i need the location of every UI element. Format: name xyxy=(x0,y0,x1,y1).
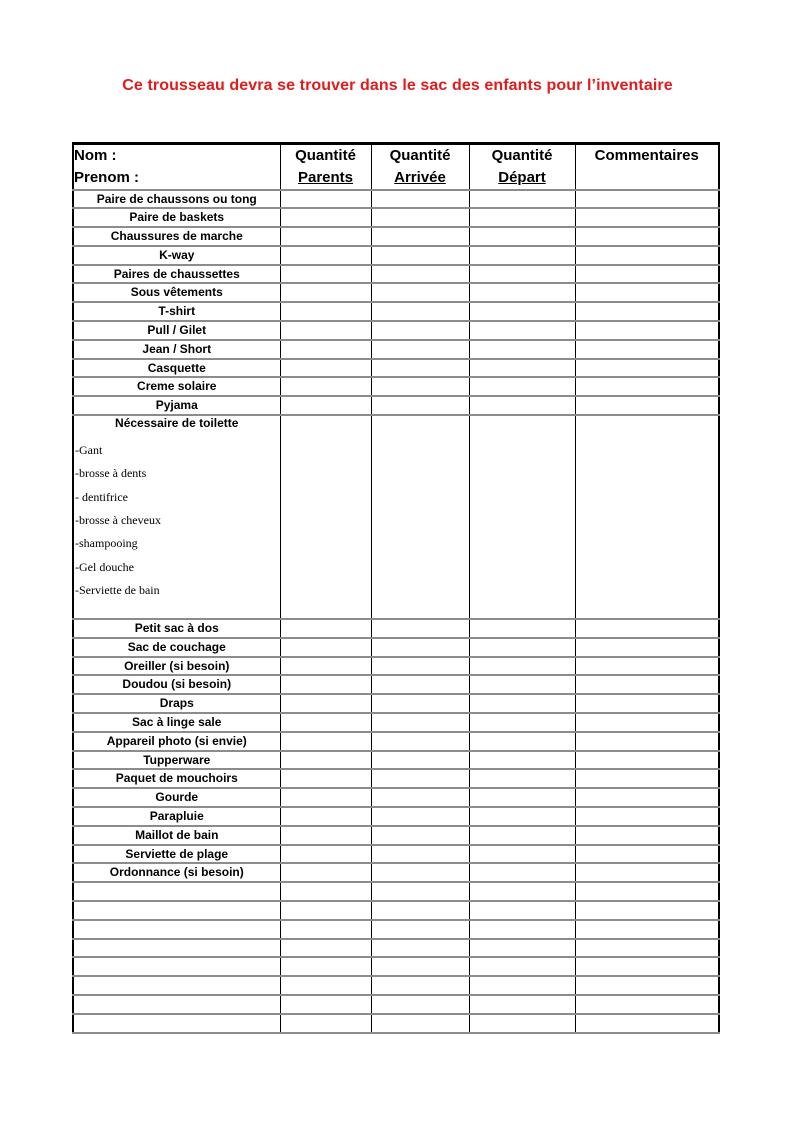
comment-cell[interactable] xyxy=(575,957,719,976)
quantity-parents-cell[interactable] xyxy=(280,732,371,751)
item-label-cell[interactable] xyxy=(73,901,280,920)
header-name-line1: Nom : xyxy=(74,147,117,164)
quantity-parents-cell[interactable] xyxy=(280,246,371,265)
quantity-parents-cell[interactable] xyxy=(280,396,371,415)
quantity-arrivee-cell[interactable] xyxy=(371,901,469,920)
quantity-arrivee-cell[interactable] xyxy=(371,359,469,378)
table-row xyxy=(73,863,719,882)
comment-cell[interactable] xyxy=(575,826,719,845)
quantity-parents-cell[interactable] xyxy=(280,713,371,732)
quantity-arrivee-cell[interactable] xyxy=(371,845,469,864)
quantity-depart-cell[interactable] xyxy=(469,619,575,638)
table-row xyxy=(73,619,719,638)
trousseau-inventory-table xyxy=(72,142,720,1034)
quantity-depart-cell[interactable] xyxy=(469,788,575,807)
quantity-depart-cell[interactable] xyxy=(469,845,575,864)
quantity-parents-cell[interactable] xyxy=(280,807,371,826)
quantity-depart-cell[interactable] xyxy=(469,1014,575,1033)
quantity-arrivee-cell[interactable] xyxy=(371,619,469,638)
quantity-parents-cell[interactable] xyxy=(280,863,371,882)
item-label-cell: Pull / Gilet xyxy=(73,321,280,340)
quantity-arrivee-cell[interactable] xyxy=(371,415,469,619)
quantity-depart-cell[interactable] xyxy=(469,939,575,958)
table-row xyxy=(73,265,719,284)
quantity-arrivee-cell[interactable] xyxy=(371,995,469,1014)
comment-cell[interactable] xyxy=(575,377,719,396)
item-label-cell: Ordonnance (si besoin) xyxy=(73,863,280,882)
quantity-arrivee-cell[interactable] xyxy=(371,957,469,976)
comment-cell[interactable] xyxy=(575,788,719,807)
quantity-parents-cell[interactable] xyxy=(280,321,371,340)
table-row xyxy=(73,302,719,321)
empty-row xyxy=(73,976,719,995)
comment-cell[interactable] xyxy=(575,751,719,770)
quantity-depart-cell[interactable] xyxy=(469,359,575,378)
quantity-parents-cell[interactable] xyxy=(280,675,371,694)
toiletries-sub-item: -Serviette de bain xyxy=(75,582,160,597)
empty-row xyxy=(73,995,719,1014)
quantity-arrivee-cell[interactable] xyxy=(371,807,469,826)
toiletries-row xyxy=(73,415,719,619)
empty-row xyxy=(73,901,719,920)
quantity-arrivee-cell[interactable] xyxy=(371,227,469,246)
comment-cell[interactable] xyxy=(575,638,719,657)
quantity-depart-cell[interactable] xyxy=(469,208,575,227)
table-row xyxy=(73,227,719,246)
table-row xyxy=(73,190,719,209)
quantity-parents-cell[interactable] xyxy=(280,751,371,770)
quantity-depart-cell[interactable] xyxy=(469,340,575,359)
quantity-parents-cell[interactable] xyxy=(280,826,371,845)
table-row xyxy=(73,845,719,864)
comment-cell[interactable] xyxy=(575,359,719,378)
quantity-parents-cell[interactable] xyxy=(280,657,371,676)
quantity-parents-cell[interactable] xyxy=(280,882,371,901)
quantity-arrivee-cell[interactable] xyxy=(371,732,469,751)
quantity-parents-cell[interactable] xyxy=(280,638,371,657)
quantity-parents-cell[interactable] xyxy=(280,283,371,302)
table-header xyxy=(73,144,719,190)
item-label-cell: Casquette xyxy=(73,359,280,378)
item-label-cell: Sac à linge sale xyxy=(73,713,280,732)
item-label-cell: Paire de chaussons ou tong xyxy=(73,190,280,209)
quantity-arrivee-cell[interactable] xyxy=(371,863,469,882)
item-label-cell[interactable] xyxy=(73,920,280,939)
item-label-cell[interactable] xyxy=(73,939,280,958)
item-label-cell[interactable] xyxy=(73,995,280,1014)
comment-cell[interactable] xyxy=(575,227,719,246)
comment-cell[interactable] xyxy=(575,995,719,1014)
table-row xyxy=(73,246,719,265)
comment-cell[interactable] xyxy=(575,1014,719,1033)
toiletries-label-cell xyxy=(73,415,280,619)
quantity-arrivee-cell[interactable] xyxy=(371,694,469,713)
quantity-depart-cell[interactable] xyxy=(469,283,575,302)
table-row xyxy=(73,638,719,657)
quantity-depart-cell[interactable] xyxy=(469,377,575,396)
item-label-cell: Paire de baskets xyxy=(73,208,280,227)
quantity-arrivee-cell[interactable] xyxy=(371,302,469,321)
quantity-arrivee-cell[interactable] xyxy=(371,1014,469,1033)
comment-cell[interactable] xyxy=(575,807,719,826)
item-label-cell[interactable] xyxy=(73,976,280,995)
empty-row xyxy=(73,882,719,901)
item-label-cell: Pyjama xyxy=(73,396,280,415)
quantity-arrivee-cell[interactable] xyxy=(371,882,469,901)
table-row xyxy=(73,359,719,378)
item-label-cell: Parapluie xyxy=(73,807,280,826)
quantity-arrivee-cell[interactable] xyxy=(371,321,469,340)
header-row xyxy=(73,144,719,190)
quantity-depart-cell[interactable] xyxy=(469,751,575,770)
quantity-depart-cell[interactable] xyxy=(469,396,575,415)
comment-cell[interactable] xyxy=(575,675,719,694)
quantity-arrivee-cell[interactable] xyxy=(371,769,469,788)
item-label-cell: Oreiller (si besoin) xyxy=(73,657,280,676)
comment-cell[interactable] xyxy=(575,265,719,284)
empty-row xyxy=(73,939,719,958)
toiletries-sub-item: -Gel douche xyxy=(75,559,134,574)
quantity-arrivee-cell[interactable] xyxy=(371,826,469,845)
toiletries-sub-item: -brosse à dents xyxy=(75,466,147,481)
quantity-arrivee-cell[interactable] xyxy=(371,208,469,227)
quantity-depart-cell[interactable] xyxy=(469,901,575,920)
quantity-depart-cell[interactable] xyxy=(469,657,575,676)
table-body xyxy=(73,190,719,1033)
item-label-cell: T-shirt xyxy=(73,302,280,321)
quantity-parents-cell[interactable] xyxy=(280,227,371,246)
quantity-parents-cell[interactable] xyxy=(280,415,371,619)
quantity-depart-cell[interactable] xyxy=(469,638,575,657)
table-row xyxy=(73,751,719,770)
quantity-arrivee-cell[interactable] xyxy=(371,283,469,302)
quantity-depart-cell[interactable] xyxy=(469,732,575,751)
quantity-parents-cell[interactable] xyxy=(280,769,371,788)
header-name-line2: Prenom : xyxy=(74,168,140,186)
quantity-arrivee-cell[interactable] xyxy=(371,265,469,284)
quantity-depart-cell[interactable] xyxy=(469,713,575,732)
quantity-parents-cell[interactable] xyxy=(280,788,371,807)
table-row xyxy=(73,769,719,788)
item-label-cell: Jean / Short xyxy=(73,340,280,359)
quantity-parents-cell[interactable] xyxy=(280,845,371,864)
item-label-cell: Draps xyxy=(73,694,280,713)
quantity-depart-cell[interactable] xyxy=(469,694,575,713)
table-row xyxy=(73,283,719,302)
item-label-cell: Gourde xyxy=(73,788,280,807)
quantity-depart-cell[interactable] xyxy=(469,415,575,619)
quantity-depart-cell[interactable] xyxy=(469,246,575,265)
quantity-parents-cell[interactable] xyxy=(280,957,371,976)
item-label-cell: Serviette de plage xyxy=(73,845,280,864)
item-label-cell: Doudou (si besoin) xyxy=(73,675,280,694)
quantity-arrivee-cell[interactable] xyxy=(371,638,469,657)
comment-cell[interactable] xyxy=(575,321,719,340)
quantity-arrivee-cell[interactable] xyxy=(371,788,469,807)
quantity-depart-cell[interactable] xyxy=(469,190,575,209)
header-quantity-parents-cell xyxy=(280,144,371,190)
quantity-parents-cell[interactable] xyxy=(280,976,371,995)
header-commentaires-label: Commentaires xyxy=(594,147,699,164)
toiletries-sub-item: -Gant xyxy=(75,443,103,458)
comment-cell[interactable] xyxy=(575,863,719,882)
quantity-depart-cell[interactable] xyxy=(469,769,575,788)
header-quantity-label: Quantité xyxy=(389,147,451,164)
quantity-depart-cell[interactable] xyxy=(469,675,575,694)
quantity-depart-cell[interactable] xyxy=(469,302,575,321)
quantity-arrivee-cell[interactable] xyxy=(371,713,469,732)
quantity-depart-cell[interactable] xyxy=(469,976,575,995)
item-label-cell: Maillot de bain xyxy=(73,826,280,845)
quantity-parents-cell[interactable] xyxy=(280,1014,371,1033)
quantity-parents-cell[interactable] xyxy=(280,190,371,209)
comment-cell[interactable] xyxy=(575,657,719,676)
quantity-parents-cell[interactable] xyxy=(280,939,371,958)
item-label-cell: Appareil photo (si envie) xyxy=(73,732,280,751)
quantity-parents-cell[interactable] xyxy=(280,340,371,359)
header-quantity-label: Quantité xyxy=(295,147,356,164)
quantity-parents-cell[interactable] xyxy=(280,359,371,378)
comment-cell[interactable] xyxy=(575,694,719,713)
quantity-arrivee-cell[interactable] xyxy=(371,751,469,770)
item-label-cell: Paquet de mouchoirs xyxy=(73,769,280,788)
comment-cell[interactable] xyxy=(575,340,719,359)
item-label-cell: Chaussures de marche xyxy=(73,227,280,246)
header-commentaires-cell xyxy=(575,144,719,190)
empty-row xyxy=(73,920,719,939)
empty-row xyxy=(73,1014,719,1033)
quantity-arrivee-cell[interactable] xyxy=(371,920,469,939)
quantity-depart-cell[interactable] xyxy=(469,807,575,826)
quantity-arrivee-cell[interactable] xyxy=(371,939,469,958)
header-parents-label: Parents xyxy=(297,168,354,186)
table-row xyxy=(73,208,719,227)
quantity-arrivee-cell[interactable] xyxy=(371,396,469,415)
quantity-arrivee-cell[interactable] xyxy=(371,246,469,265)
quantity-depart-cell[interactable] xyxy=(469,265,575,284)
comment-cell[interactable] xyxy=(575,619,719,638)
quantity-depart-cell[interactable] xyxy=(469,957,575,976)
quantity-depart-cell[interactable] xyxy=(469,321,575,340)
comment-cell[interactable] xyxy=(575,845,719,864)
item-label-cell: Sous vêtements xyxy=(73,283,280,302)
item-label-cell: Paires de chaussettes xyxy=(73,265,280,284)
quantity-parents-cell[interactable] xyxy=(280,901,371,920)
toiletries-sub-item: -brosse à cheveux xyxy=(75,512,161,527)
comment-cell[interactable] xyxy=(575,302,719,321)
comment-cell[interactable] xyxy=(575,920,719,939)
quantity-parents-cell[interactable] xyxy=(280,619,371,638)
table-row xyxy=(73,340,719,359)
document-title: Ce trousseau devra se trouver dans le sac des enfants pour l’inventaire xyxy=(122,77,673,94)
quantity-parents-cell[interactable] xyxy=(280,694,371,713)
quantity-parents-cell[interactable] xyxy=(280,920,371,939)
quantity-arrivee-cell[interactable] xyxy=(371,657,469,676)
table-row xyxy=(73,694,719,713)
item-label-cell[interactable] xyxy=(73,957,280,976)
comment-cell[interactable] xyxy=(575,939,719,958)
table-row xyxy=(73,675,719,694)
comment-cell[interactable] xyxy=(575,283,719,302)
quantity-parents-cell[interactable] xyxy=(280,302,371,321)
item-label-cell: Tupperware xyxy=(73,751,280,770)
empty-row xyxy=(73,957,719,976)
table-row xyxy=(73,321,719,340)
table-row xyxy=(73,713,719,732)
comment-cell[interactable] xyxy=(575,415,719,619)
item-label-cell: Petit sac à dos xyxy=(73,619,280,638)
table-row xyxy=(73,377,719,396)
header-name-cell xyxy=(73,144,280,190)
quantity-depart-cell[interactable] xyxy=(469,995,575,1014)
comment-cell[interactable] xyxy=(575,732,719,751)
comment-cell[interactable] xyxy=(575,246,719,265)
item-label-cell[interactable] xyxy=(73,1014,280,1033)
comment-cell[interactable] xyxy=(575,976,719,995)
quantity-arrivee-cell[interactable] xyxy=(371,190,469,209)
table-row xyxy=(73,396,719,415)
table-row xyxy=(73,732,719,751)
quantity-depart-cell[interactable] xyxy=(469,882,575,901)
quantity-depart-cell[interactable] xyxy=(469,227,575,246)
header-quantity-arrivee-cell xyxy=(371,144,469,190)
quantity-arrivee-cell[interactable] xyxy=(371,976,469,995)
comment-cell[interactable] xyxy=(575,769,719,788)
quantity-depart-cell[interactable] xyxy=(469,920,575,939)
toiletries-sub-item: -shampooing xyxy=(75,536,138,551)
comment-cell[interactable] xyxy=(575,882,719,901)
toiletries-title: Nécessaire de toilette xyxy=(115,416,239,431)
quantity-depart-cell[interactable] xyxy=(469,826,575,845)
comment-cell[interactable] xyxy=(575,208,719,227)
comment-cell[interactable] xyxy=(575,713,719,732)
toiletries-sub-item: - dentifrice xyxy=(75,489,128,504)
item-label-cell: Sac de couchage xyxy=(73,638,280,657)
item-label-cell: K-way xyxy=(73,246,280,265)
item-label-cell[interactable] xyxy=(73,882,280,901)
header-quantity-label: Quantité xyxy=(491,147,553,164)
comment-cell[interactable] xyxy=(575,901,719,920)
quantity-parents-cell[interactable] xyxy=(280,995,371,1014)
quantity-parents-cell[interactable] xyxy=(280,208,371,227)
comment-cell[interactable] xyxy=(575,190,719,209)
table-row xyxy=(73,807,719,826)
item-label-cell: Creme solaire xyxy=(73,377,280,396)
quantity-arrivee-cell[interactable] xyxy=(371,377,469,396)
quantity-arrivee-cell[interactable] xyxy=(371,340,469,359)
table-row xyxy=(73,657,719,676)
header-depart-label: Départ xyxy=(498,168,546,186)
table-row xyxy=(73,788,719,807)
header-quantity-depart-cell xyxy=(469,144,575,190)
quantity-parents-cell[interactable] xyxy=(280,377,371,396)
quantity-parents-cell[interactable] xyxy=(280,265,371,284)
comment-cell[interactable] xyxy=(575,396,719,415)
table-row xyxy=(73,826,719,845)
header-arrivee-label: Arrivée xyxy=(394,168,446,186)
quantity-depart-cell[interactable] xyxy=(469,863,575,882)
quantity-arrivee-cell[interactable] xyxy=(371,675,469,694)
